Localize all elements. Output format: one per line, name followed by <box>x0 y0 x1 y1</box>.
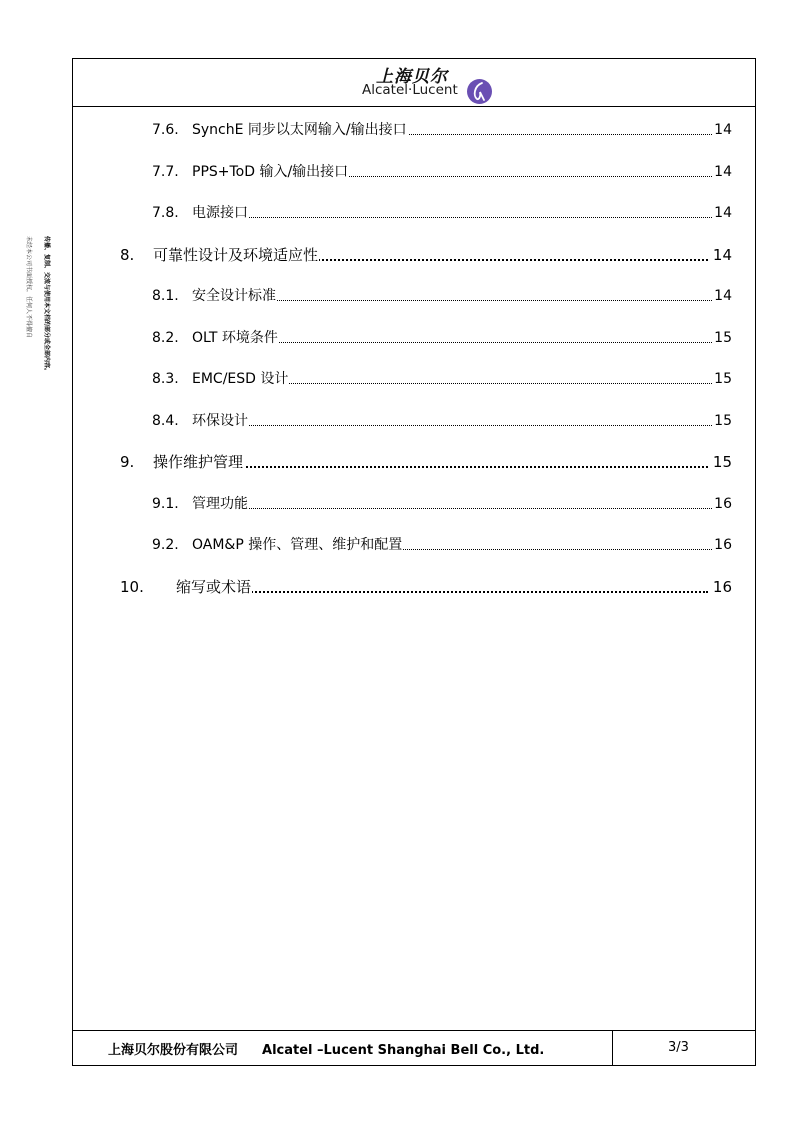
toc-entry-title: OLT 环境条件 <box>192 327 279 349</box>
footer-company <box>108 1039 544 1058</box>
logo-english-text: Alcatel·Lucent <box>362 82 458 98</box>
toc-entry-page: 15 <box>714 368 732 390</box>
toc-entry-title: 缩写或术语 <box>176 578 252 596</box>
toc-entry-title: 电源接口 <box>192 202 249 224</box>
toc-entry-page: 14 <box>712 246 732 264</box>
footer-page-number: 3/3 <box>668 1040 689 1055</box>
toc-entry[interactable] <box>0 576 794 598</box>
toc-entry-page: 16 <box>712 578 732 596</box>
toc-dot-leader <box>200 508 712 509</box>
toc-entry-number: 7.6. <box>152 122 179 138</box>
toc-entry-title: 操作维护管理 <box>153 453 244 471</box>
toc-entry-number: 8.1. <box>152 288 179 304</box>
footer-company-en: Alcatel –Lucent Shanghai Bell Co., Ltd. <box>262 1043 545 1058</box>
toc-entry-page: 16 <box>714 534 732 556</box>
toc-entry[interactable] <box>0 285 794 307</box>
toc-entry-page: 14 <box>714 119 732 141</box>
toc-entry-page: 14 <box>714 202 732 224</box>
toc-dot-leader <box>176 591 708 593</box>
toc-entry-page: 15 <box>714 410 732 432</box>
company-logo <box>362 62 502 106</box>
toc-entry[interactable] <box>0 534 794 556</box>
footer-divider <box>612 1030 613 1066</box>
toc-entry[interactable] <box>0 119 794 141</box>
toc-entry[interactable] <box>0 410 794 432</box>
footer-rule <box>72 1030 756 1031</box>
side-note-authorization: 未经本公司书面授权，任何人不得擅自 <box>25 236 32 339</box>
toc-entry-page: 14 <box>714 285 732 307</box>
toc-entry-page: 16 <box>714 493 732 515</box>
toc-entry[interactable] <box>0 368 794 390</box>
header-rule <box>72 106 756 107</box>
toc-entry-number: 9. <box>120 453 135 471</box>
toc-entry[interactable] <box>0 327 794 349</box>
toc-entry-page: 15 <box>712 453 732 471</box>
toc-entry-title: SynchE 同步以太网输入/输出接口 <box>192 119 408 141</box>
toc-entry-page: 15 <box>714 327 732 349</box>
toc-entry-number: 9.2. <box>152 537 179 553</box>
toc-entry-title: 环保设计 <box>192 410 249 432</box>
toc-entry-number: 8. <box>120 246 135 264</box>
toc-entry-title: 安全设计标准 <box>192 285 277 307</box>
toc-entry-number: 8.3. <box>152 371 179 387</box>
toc-entry-number: 7.8. <box>152 205 179 221</box>
toc-entry-number: 8.2. <box>152 330 179 346</box>
toc-entry[interactable] <box>0 161 794 183</box>
toc-entry-title: 管理功能 <box>192 493 249 515</box>
toc-entry-number: 8.4. <box>152 413 179 429</box>
toc-entry[interactable] <box>0 202 794 224</box>
toc-entry-title: OAM&P 操作、管理、维护和配置 <box>192 534 403 556</box>
alcatel-lucent-icon <box>466 78 493 105</box>
toc-dot-leader <box>200 425 712 426</box>
toc-entry-title: EMC/ESD 设计 <box>192 368 289 390</box>
toc-entry-title: PPS+ToD 输入/输出接口 <box>192 161 349 183</box>
toc-entry[interactable] <box>0 493 794 515</box>
side-note-copyright: 传播、复制、交流与使用本文档的部分或全部内容。 <box>43 236 50 375</box>
toc-dot-leader <box>200 217 712 218</box>
toc-entry-number: 9.1. <box>152 496 179 512</box>
toc-entry[interactable] <box>0 244 794 266</box>
toc-entry-page: 14 <box>714 161 732 183</box>
toc-entry-number: 7.7. <box>152 164 179 180</box>
toc-entry-title: 可靠性设计及环境适应性 <box>153 246 319 264</box>
toc-entry[interactable] <box>0 451 794 473</box>
logo-chinese-text: 上海贝尔 <box>376 67 448 87</box>
footer-company-cn: 上海贝尔股份有限公司 <box>108 1043 239 1058</box>
toc-entry-number: 10. <box>120 578 144 596</box>
